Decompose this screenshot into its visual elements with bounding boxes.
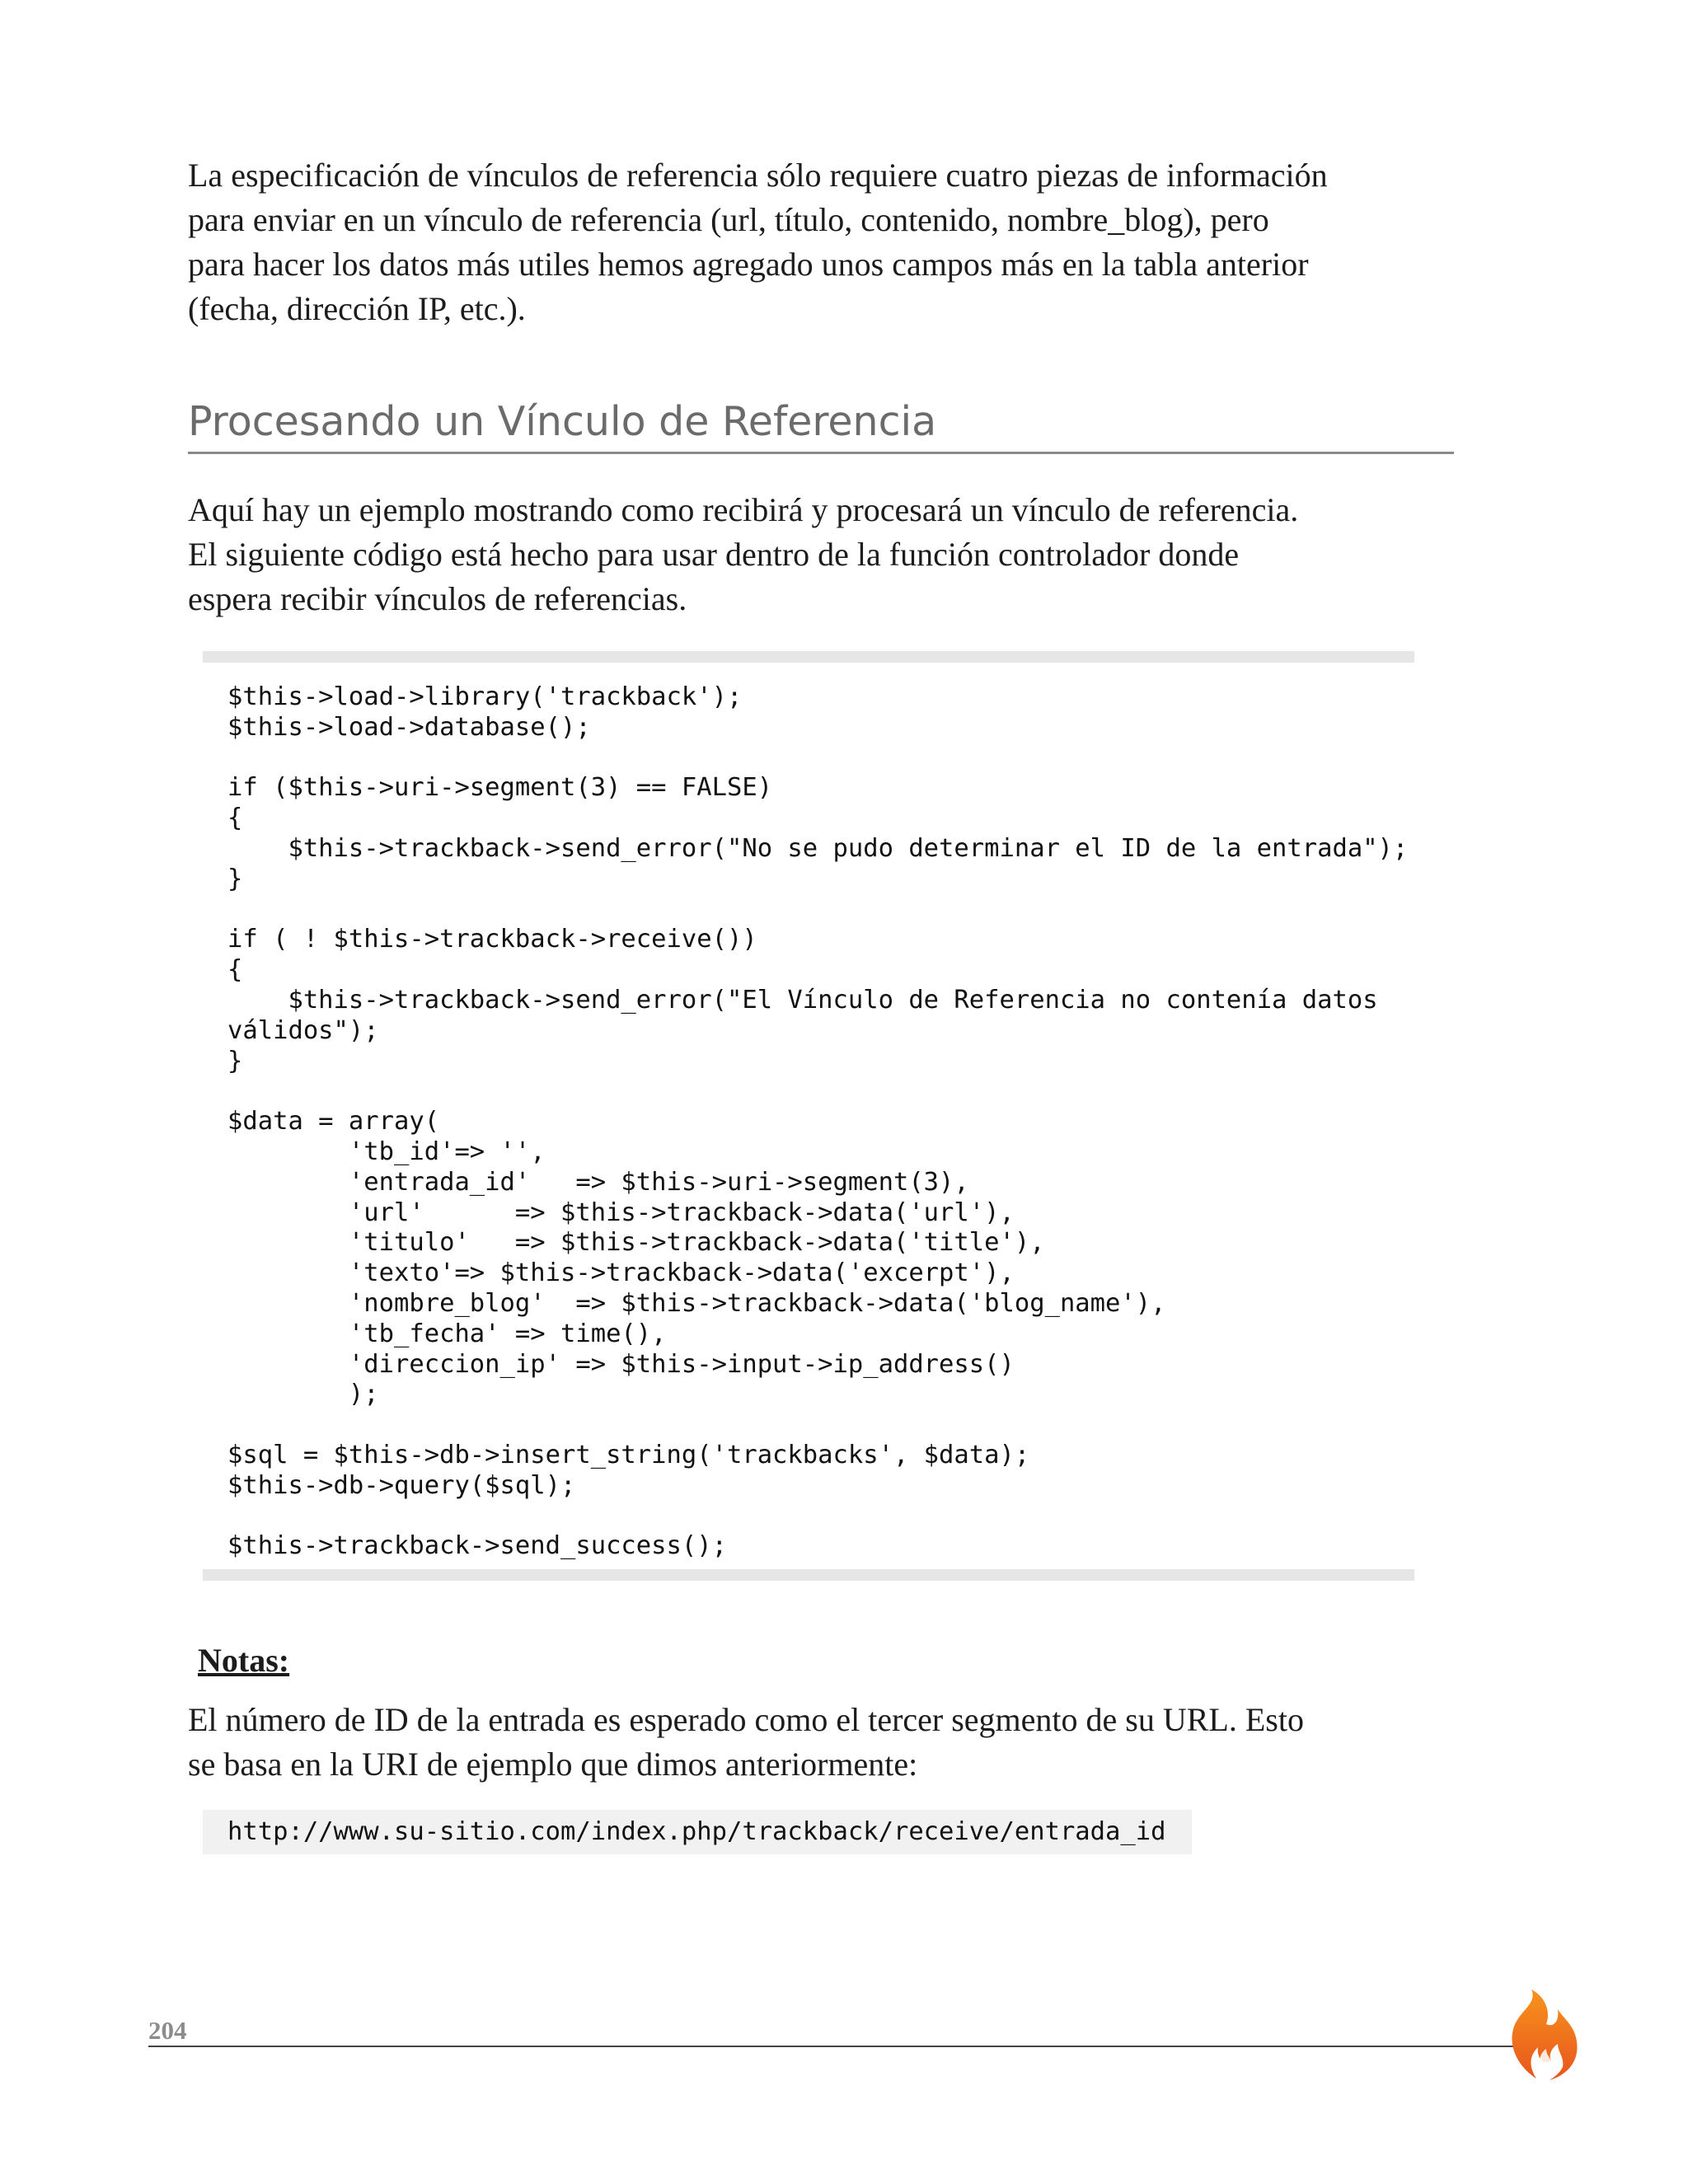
intro-line: (fecha, dirección IP, etc.).: [188, 290, 526, 327]
notes-line: se basa en la URI de ejemplo que dimos anteriormente:: [188, 1746, 918, 1783]
intro-line: para hacer los datos más utiles hemos agregado unos campos más en la tabla anterior: [188, 246, 1309, 283]
code-block: [203, 651, 1414, 1581]
section-heading: Procesando un Vínculo de Referencia: [188, 394, 1454, 454]
notes-paragraph: [188, 1698, 1474, 1787]
explanation-line: espera recibir vínculos de referencias.: [188, 580, 687, 617]
example-url-code: http://www.su-sitio.com/index.php/trackback/receive/entrada_id: [203, 1810, 1192, 1854]
intro-line: para enviar en un vínculo de referencia (url, título, contenido, nombre_blog), pero: [188, 201, 1269, 238]
notes-line: El número de ID de la entrada es esperado como el tercer segmento de su URL. Esto: [188, 1701, 1304, 1738]
explanation-paragraph: [188, 488, 1474, 621]
explanation-line: Aquí hay un ejemplo mostrando como recibirá y procesará un vínculo de referencia.: [188, 491, 1299, 528]
code-listing: $this->load->library('trackback'); $this->load->database(); if ($this->uri->segment(3) == FALSE) { $this->trackback->send_error("No se pudo determinar el ID de la entrada"); } if ( ! $this->trackback->receive()) { $this->trackback->send_error("El Vínculo de Referencia no contenía datos válidos"); } $data = array( 'tb_id'=> '', 'entrada_id' => $this->uri->segment(3), 'url' => $this->trackback->data('url'), 'titulo' => $this->trackback->data('title'), 'texto'=> $this->trackback->data('excerpt'), 'nombre_blog' => $this->trackback->data('blog_name'), 'tb_fecha' => time(), 'direccion_ip' => $this->input->ip_address() ); $sql = $this->db->insert_string('trackbacks', $data); $this->db->query($sql); $this->trackback->send_success();: [227, 682, 1409, 1561]
codeigniter-flame-icon: [1500, 1986, 1582, 2083]
notes-title: Notas:: [198, 1642, 290, 1679]
footer-divider: [148, 2046, 1517, 2047]
intro-paragraph: [188, 153, 1474, 331]
page-number: 204: [148, 2016, 187, 2045]
explanation-line: El siguiente código está hecho para usar dentro de la función controlador donde: [188, 536, 1240, 573]
intro-line: La especificación de vínculos de referencia sólo requiere cuatro piezas de información: [188, 157, 1328, 194]
